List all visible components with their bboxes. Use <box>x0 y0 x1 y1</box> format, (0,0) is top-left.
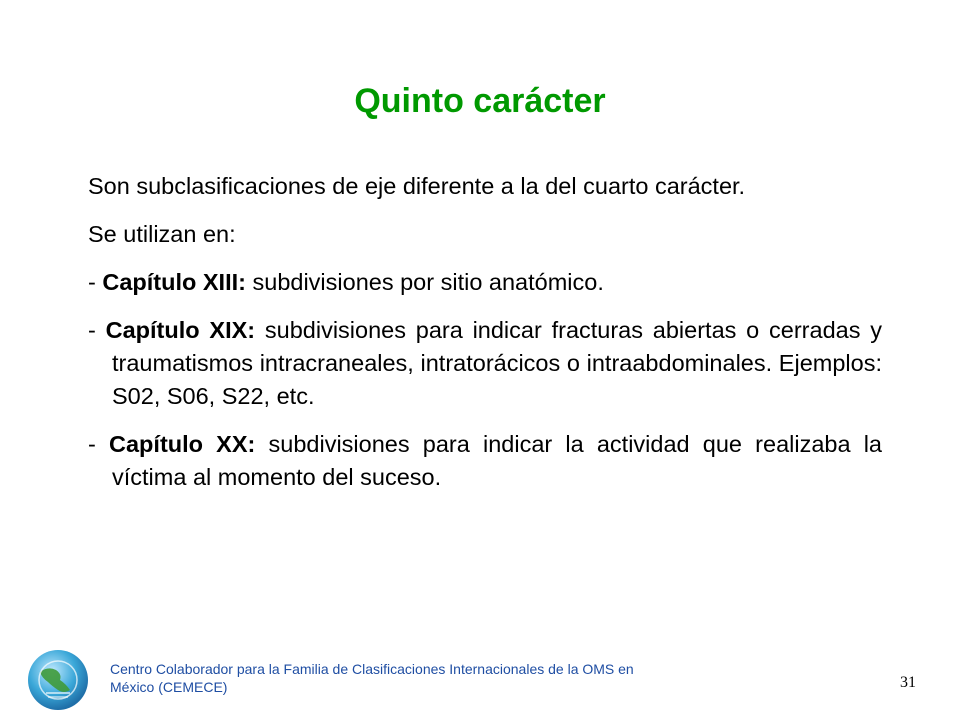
bullet-dash: - <box>88 269 103 295</box>
list-item <box>88 428 882 494</box>
bullet-dash: - <box>88 431 110 457</box>
list-item <box>88 314 882 413</box>
chapter-label: Capítulo XIII: <box>102 269 246 295</box>
slide-body <box>88 170 882 509</box>
chapter-text: subdivisiones para indicar fracturas abiertas o cerradas y traumatismos intracraneales, intratorácicos o intraabdominales. Ejemplos: S02, S06, S22, etc. <box>112 317 882 409</box>
chapter-text: subdivisiones por sitio anatómico. <box>245 269 604 295</box>
list-item <box>88 266 882 299</box>
footer-organization: Centro Colaborador para la Familia de Clasificaciones Internacionales de la OMS en México (CEMECE) <box>110 661 634 695</box>
page-number: 31 <box>900 674 916 691</box>
cemece-globe-logo-icon <box>26 648 90 712</box>
chapter-text: subdivisiones para indicar la actividad que realizaba la víctima al momento del suceso. <box>112 431 882 490</box>
intro-paragraph: Son subclasificaciones de eje diferente a la del cuarto carácter. <box>88 173 746 199</box>
slide-title: Quinto carácter <box>354 82 606 120</box>
bullet-dash: - <box>88 317 106 343</box>
chapter-label: Capítulo XIX: <box>105 317 256 343</box>
chapter-label: Capítulo XX: <box>109 431 256 457</box>
used-in-paragraph: Se utilizan en: <box>88 221 236 247</box>
